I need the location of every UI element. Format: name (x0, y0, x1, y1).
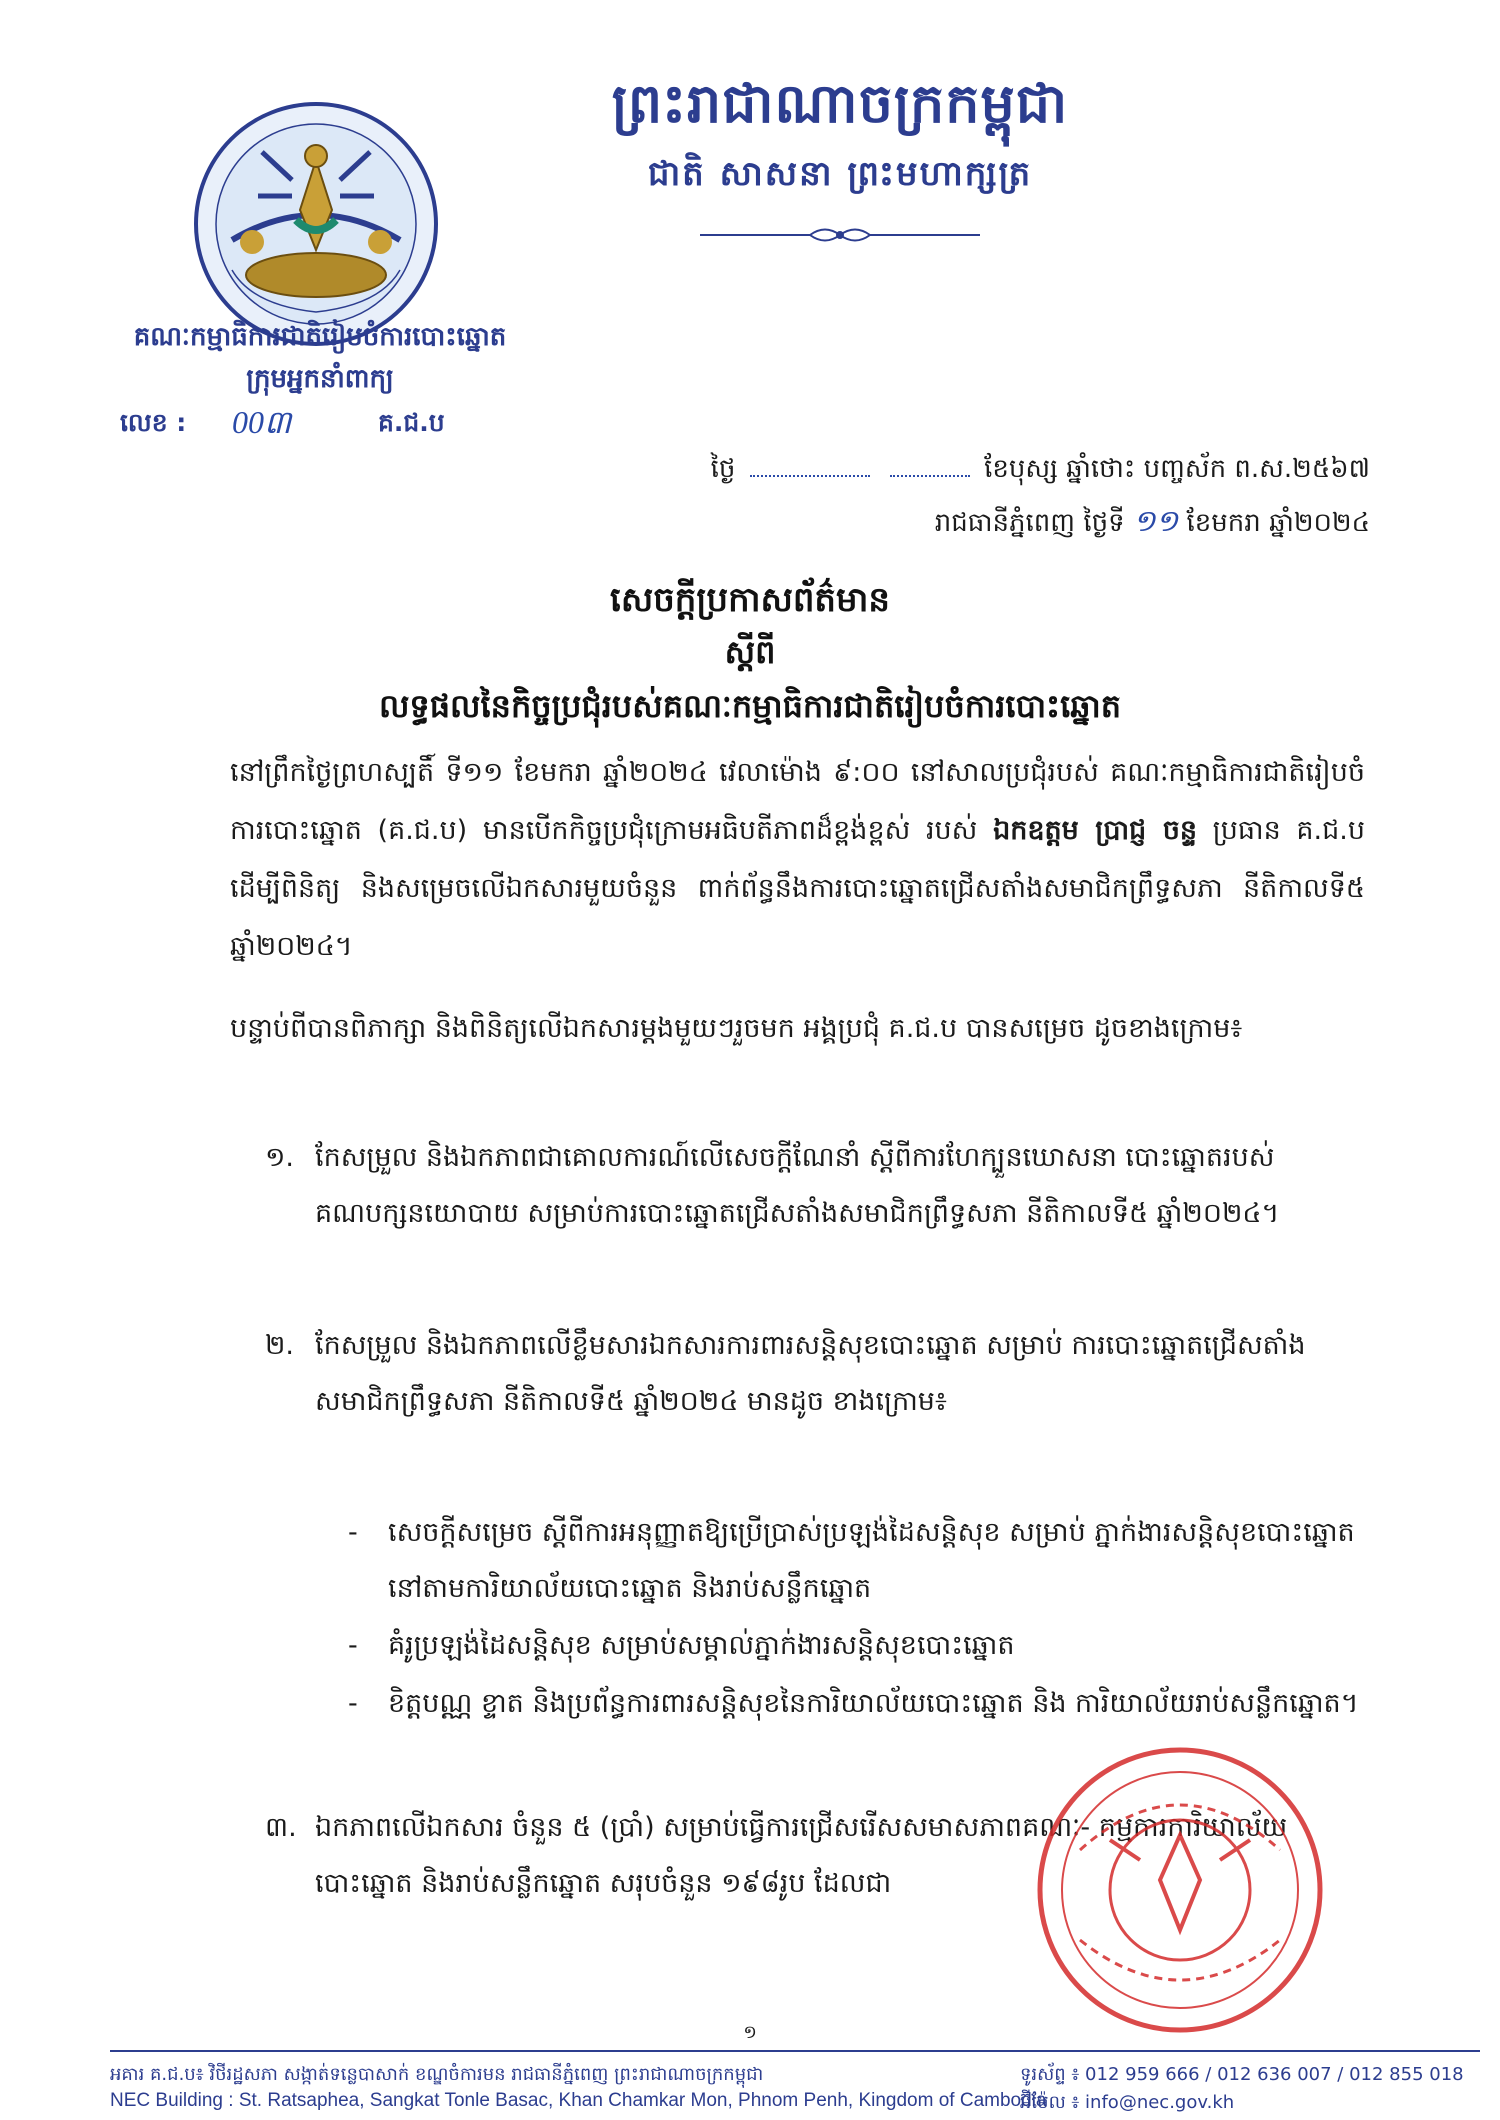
nec-logo-seal (192, 100, 440, 348)
sub-item-text: សេចក្តីសម្រេច ស្តីពីការអនុញ្ញាតឱ្យប្រើប្រាស់ប្រឡង់ដៃសន្តិសុខ សម្រាប់ ភ្នាក់ងារសន្តិសុខបោះឆ្នោត នៅតាមការិយាល័យបោះឆ្នោត និងរាប់សន្លឹកឆ្នោត (388, 1517, 1355, 1604)
gregorian-date (935, 502, 1370, 546)
official-red-stamp (1020, 1740, 1340, 2040)
title-about: ស្តីពី (724, 633, 776, 671)
sub-item-text: ខិត្តបណ្ណ ខ្ទាត និងប្រព័ន្ធការពារសន្តិសុខនៃការិយាល័យបោះឆ្នោត និង ការិយាល័យរាប់សន្លឹកឆ្នោត។ (388, 1688, 1359, 1719)
handwritten-day: ១១ (1132, 505, 1179, 538)
footer-address-km: អគារ គ.ជ.ប៖ វិថីរដ្ឋសភា សង្កាត់ទន្លេបាសាក់ ខណ្ឌចំការមន រាជធានីភ្នំពេញ ព្រះរាជាណាចក្រកម្ពុជា (110, 2064, 764, 2085)
list-item (265, 1130, 1365, 1242)
bullet-dash: - (348, 1688, 358, 1719)
item-text: ឯកភាពលើឯកសារ ចំនួន ៥ (ប្រាំ) សម្រាប់ធ្វើការជ្រើសរើសសមាសភាពគណៈ- កម្មការការិយាល័យបោះឆ្នោត និងរាប់សន្លឹកឆ្នោត សរុបចំនួន ១៩៨រូប ដែលជា (315, 1812, 1288, 1899)
lunar-rest: ខែបុស្ស ឆ្នាំថោះ បញ្ចស័ក ព.ស.២៥៦៧ (984, 454, 1370, 484)
footer-phone: ទូរស័ព្ទ ៖ 012 959 666 / 012 636 007 / 012 855 018 (1020, 2064, 1464, 2085)
paragraph-meeting (170, 744, 1365, 976)
list-item (265, 1318, 1365, 1430)
sub-list-item (348, 1618, 1365, 1674)
paragraph-text: បន្ទាប់ពីបានពិភាក្សា និងពិនិត្យលើឯកសារម្តងមួយៗរួចមក អង្គប្រជុំ គ.ជ.ប បានសម្រេច ដូចខាងក្រោម៖ (230, 1013, 1243, 1044)
ornament-divider (690, 222, 990, 248)
kingdom-heading: ព្រះរាជាណាចក្រកម្ពុជា (611, 71, 1069, 135)
sub-list-item (348, 1676, 1365, 1732)
document-title: សេចក្តីប្រកាសព័ត៌មាន (610, 580, 890, 620)
lunar-date (711, 452, 1370, 490)
organization-line: គណៈកម្មាធិការជាតិរៀបចំការបោះឆ្នោត (133, 322, 507, 352)
page-number: ១ (743, 2022, 757, 2043)
lunar-prefix: ថ្ងៃ (710, 454, 736, 484)
reference-number: 00៣ (232, 404, 292, 440)
organization-name (60, 316, 580, 400)
national-motto: ជាតិ សាសនា ព្រះមហាក្សត្រ (647, 154, 1033, 194)
handwritten-blank (750, 475, 870, 477)
department-line: ក្រុមអ្នកនាំពាក្យ (246, 364, 394, 394)
reference-label: លេខ : (120, 408, 187, 437)
item-number: ១. (265, 1142, 295, 1173)
footer-divider (110, 2050, 1480, 2052)
handwritten-blank (890, 475, 970, 477)
bullet-dash: - (348, 1630, 358, 1661)
city-date-prefix: រាជធានីភ្នំពេញ ថ្ងៃទី (934, 508, 1125, 538)
chairman-name: ឯកឧត្តម ប្រាជ្ញ ចន្ទ (993, 815, 1197, 846)
city-date-suffix: ខែមករា ឆ្នាំ២០២៤ (1186, 508, 1370, 538)
paragraph-decision (170, 1000, 1365, 1058)
footer-email: អ៊ីម៉ែល ៖ info@nec.gov.kh (1020, 2092, 1235, 2113)
item-number: ៣. (265, 1812, 297, 1843)
bullet-dash: - (348, 1517, 358, 1548)
footer-address-en: NEC Building : St. Ratsaphea, Sangkat Tonle Basac, Khan Chamkar Mon, Phnom Penh, Kingdom of Cambodia (110, 2090, 1047, 2111)
item-number: ២. (265, 1330, 295, 1361)
item-text: កែសម្រួល និងឯកភាពលើខ្លឹមសារឯកសារការពារសន្តិសុខបោះឆ្នោត សម្រាប់ ការបោះឆ្នោតជ្រើសតាំងសមាជិកព្រឹទ្ធសភា នីតិកាលទី៥ ឆ្នាំ២០២៤ មានដូច ខាងក្រោម៖ (315, 1330, 1306, 1417)
reference-suffix: គ.ជ.ប (378, 408, 445, 437)
paragraph-text: ប្រធាន គ.ជ.ប ដើម្បីពិនិត្យ និងសម្រេចលើឯកសារមួយចំនួន ពាក់ព័ន្ធនឹងការបោះឆ្នោតជ្រើសតាំងសមាជិកព្រឹទ្ធសភា នីតិកាលទី៥ ឆ្នាំ២០២៤។ (230, 815, 1365, 962)
item-text: កែសម្រួល និងឯកភាពជាគោលការណ៍លើសេចក្តីណែនាំ ស្តីពីការហែក្បួនឃោសនា បោះឆ្នោតរបស់គណបក្សនយោបាយ សម្រាប់ការបោះឆ្នោតជ្រើសតាំងសមាជិកព្រឹទ្ធសភា នីតិកាលទី៥ ឆ្នាំ២០២៤។ (315, 1142, 1280, 1229)
sub-list-item (348, 1505, 1365, 1617)
sub-item-text: គំរូប្រឡង់ដៃសន្តិសុខ សម្រាប់សម្គាល់ភ្នាក់ងារសន្តិសុខបោះឆ្នោត (388, 1630, 1015, 1661)
paragraph-text: នៅព្រឹកថ្ងៃព្រហស្បតិ៍ ទី១១ ខែមករា ឆ្នាំ២០២៤ វេលាម៉ោង ៩:០០ នៅសាលប្រជុំរបស់ គណៈកម្មាធិការជាតិរៀបចំការបោះឆ្នោត (គ.ជ.ប) មានបើកកិច្ចប្រជុំក្រោមអធិបតីភាពដ៏ខ្ពង់ខ្ពស់ របស់ (230, 757, 1365, 846)
document-subject: លទ្ធផលនៃកិច្ចប្រជុំរបស់គណៈកម្មាធិការជាតិរៀបចំការបោះឆ្នោត (378, 687, 1122, 725)
